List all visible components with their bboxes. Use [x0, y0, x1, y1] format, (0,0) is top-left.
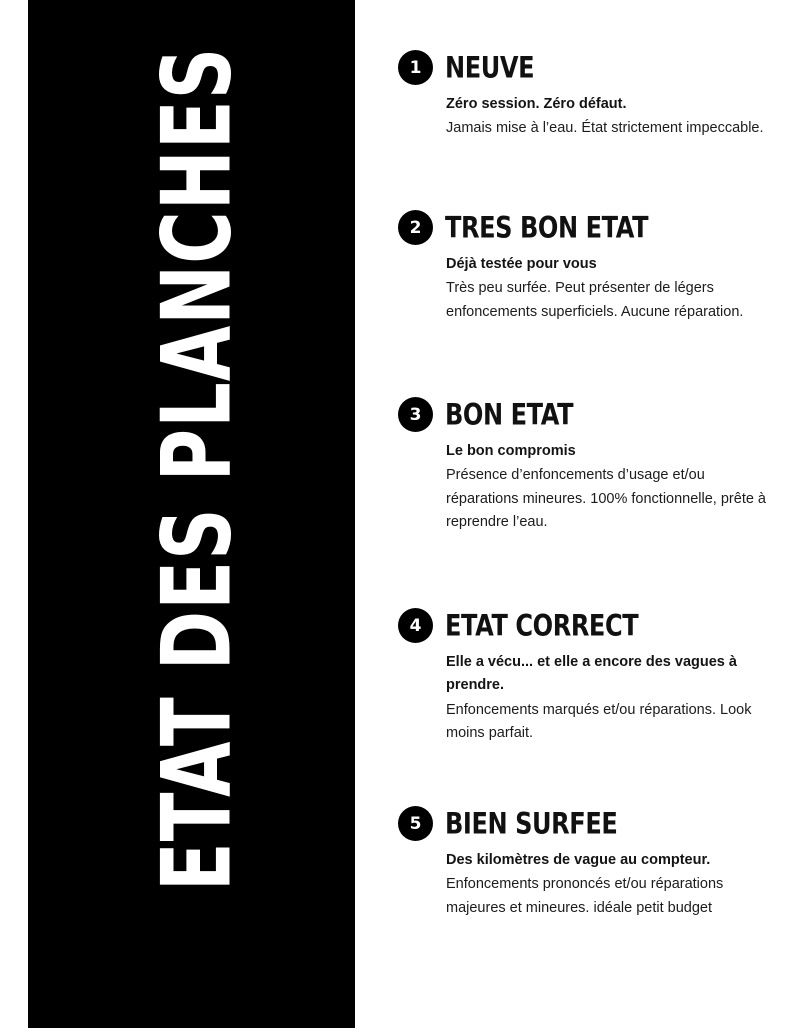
item-title: BON ETAT — [445, 396, 574, 432]
item-body — [398, 253, 770, 324]
item-header — [398, 210, 770, 245]
vertical-banner — [28, 0, 355, 1028]
item-lede: Le bon compromis — [446, 443, 576, 459]
item-title: ETAT CORRECT — [445, 607, 639, 643]
item-number-badge: 2 — [398, 210, 433, 245]
list-item — [398, 50, 770, 141]
item-lede: Zéro session. Zéro défaut. — [446, 96, 627, 112]
item-lede: Elle a vécu... et elle a encore des vagues à prendre. — [446, 654, 737, 694]
item-body — [398, 440, 770, 535]
item-header — [398, 50, 770, 85]
item-description: Présence d’enfoncements d’usage et/ou réparations mineures. 100% fonctionnelle, prête à reprendre l’eau. — [446, 467, 766, 531]
list-item — [398, 210, 770, 324]
item-title: NEUVE — [445, 49, 535, 85]
item-number-badge: 5 — [398, 806, 433, 841]
list-item — [398, 608, 770, 746]
item-description: Enfoncements prononcés et/ou réparations majeures et mineures. idéale petit budget — [446, 876, 724, 916]
item-header — [398, 397, 770, 432]
item-header — [398, 806, 770, 841]
item-lede: Déjà testée pour vous — [446, 256, 597, 272]
item-description: Jamais mise à l’eau. État strictement impeccable. — [446, 120, 764, 137]
item-description: Très peu surfée. Peut présenter de légers enfoncements superficiels. Aucune réparation. — [446, 280, 744, 320]
item-header — [398, 608, 770, 643]
item-body — [398, 651, 770, 746]
item-description: Enfoncements marqués et/ou réparations. Look moins parfait. — [446, 701, 752, 742]
item-number-badge: 1 — [398, 50, 433, 85]
item-number-badge: 3 — [398, 397, 433, 432]
item-lede: Des kilomètres de vague au compteur. — [446, 852, 711, 868]
item-number-badge: 4 — [398, 608, 433, 643]
item-body — [398, 849, 770, 920]
item-title: TRES BON ETAT — [445, 209, 649, 245]
conditions-list — [398, 0, 770, 1028]
banner-title: ETAT DES PLANCHES — [143, 46, 253, 892]
list-item — [398, 397, 770, 535]
item-title: BIEN SURFEE — [445, 805, 618, 841]
list-item — [398, 806, 770, 920]
item-body — [398, 93, 770, 141]
